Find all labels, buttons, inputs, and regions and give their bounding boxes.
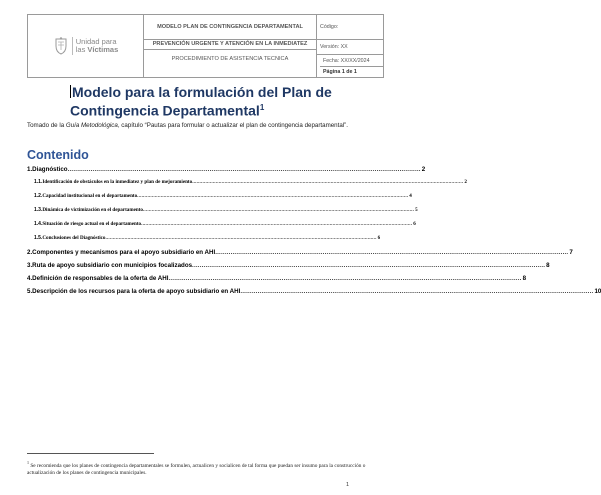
intro-paragraph: Tomado de la Guía Metodológica, capítulo “Pautas para formular o actualizar el plan de contingencia departamental”. [27, 122, 348, 129]
footnote-separator [27, 453, 154, 454]
title-footnote-ref: 1 [259, 103, 265, 112]
pagina-text: Página 1 de 1 [323, 69, 357, 75]
text-cursor [70, 85, 71, 98]
toc-entry[interactable]: 1.3. Dinámica de victimización en el departamento ........................................................................................................................................................................................ 5 [34, 207, 418, 213]
toc-entry[interactable]: 4. Definición de responsables de la oferta de AHI ........................................................................................................................................................................................ 8 [27, 275, 527, 282]
version-cell: Versión: XX [317, 40, 384, 55]
codigo-cell: Código: [317, 15, 384, 40]
document-header-table [27, 14, 384, 78]
logo-cell [28, 15, 144, 78]
footnote-number: 1 [27, 460, 29, 465]
footnote-text: Se recomienda que los planes de contingencia departamentales se formulen, actualicen y socialicen de tal forma que puedan ser insumo para la construcción o actualización de los planes de contingencia municipales. [27, 462, 366, 477]
contents-heading: Contenido [27, 148, 89, 162]
coat-of-arms-icon [53, 37, 69, 55]
logo-divider [72, 37, 73, 55]
fecha-text: Fecha: XX/XX/2024 [320, 56, 383, 67]
toc-entry[interactable]: 1.2. Capacidad institucional en el departamento ........................................................................................................................................................................................ 4 [34, 193, 412, 199]
process-text: PREVENCIÓN URGENTE Y ATENCIÓN EN LA INMEDIATEZ [144, 41, 316, 50]
document-title: Modelo para la formulación del Plan de Contingencia Departamental$^1$ [70, 84, 332, 119]
page-number: 1 [346, 482, 350, 488]
unidad-victimas-logo: Unidad para las Víctimas [75, 37, 119, 54]
toc-entry[interactable]: 1. Diagnóstico ........................................................................................................................................................................................ 2 [27, 166, 426, 173]
toc-entry[interactable]: 1.4. Situación de riesgo actual en el departamento ........................................................................................................................................................................................ 6 [34, 221, 416, 227]
process-cell [144, 40, 317, 78]
toc-entry[interactable]: 3. Ruta de apoyo subsidiario con municipios focalizados ........................................................................................................................................................................................ 8 [27, 262, 550, 269]
fecha-pagina-cell [317, 55, 384, 78]
toc-entry[interactable]: 1.5. Conclusiones del Diagnóstico ........................................................................................................................................................................................ 6 [34, 235, 381, 241]
toc-entry[interactable]: 5. Descripción de los recursos para la oferta de apoyo subsidiario en AHI ........................................................................................................................................................................................ 10 [27, 288, 601, 295]
toc-entry[interactable]: 2. Componentes y mecanismos para el apoyo subsidiario en AHI ........................................................................................................................................................................................ 7 [27, 249, 573, 256]
doc-title-cell: MODELO PLAN DE CONTINGENCIA DEPARTAMENTAL [144, 15, 317, 40]
procedure-text: PROCEDIMIENTO DE ASISTENCIA TECNICA [171, 56, 289, 62]
toc-entry[interactable]: 1.1. Identificación de obstáculos en la inmediatez y plan de mejoramiento ........................................................................................................................................................................................ 2 [34, 179, 467, 185]
footnote [27, 459, 377, 478]
